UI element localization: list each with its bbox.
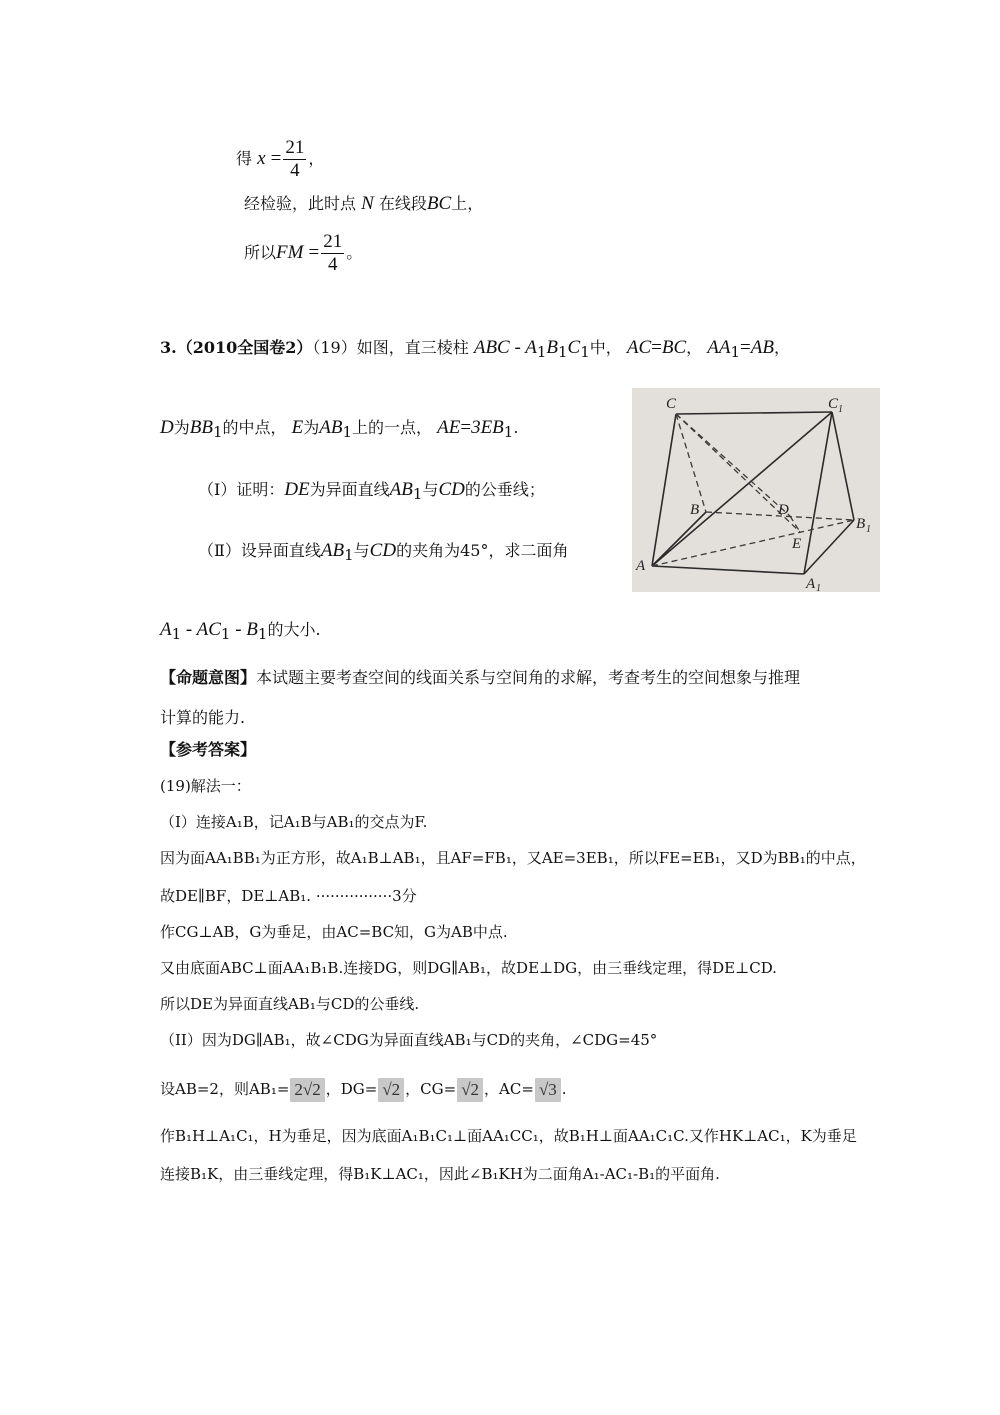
text: 为 [173, 418, 190, 437]
text: 的公垂线； [464, 480, 545, 499]
math: DE [284, 479, 310, 500]
fraction-21-4 [321, 231, 344, 276]
fraction-21-4 [283, 137, 306, 182]
text: 的夹角为45°，求二面角 [396, 541, 569, 560]
numerator: 21 [285, 137, 305, 158]
math: A [160, 619, 172, 640]
problem-line-1 [160, 338, 790, 362]
sqrt-image: 2√2 [290, 1078, 324, 1102]
intent-line-1 [160, 668, 800, 688]
equals: = [270, 148, 282, 169]
math: BB [189, 417, 213, 438]
intent-title: 【命题意图】 [160, 668, 257, 687]
edge-C1B1 [832, 412, 854, 520]
problem-source: （2010全国卷2） [176, 338, 313, 357]
solution-line-4: 故DE∥BF，DE⊥AB₁. ················3分 [160, 887, 417, 905]
text: . [561, 1080, 567, 1098]
math: ABC - A [473, 337, 537, 358]
text: 上， [451, 194, 484, 213]
math: E [291, 417, 304, 438]
var-FM: FM [276, 242, 304, 263]
equals: = [308, 242, 320, 263]
intent-text: 计算的能力. [160, 708, 246, 727]
problem-part-1 [198, 480, 545, 504]
text: 中， [589, 338, 622, 357]
label-A1: A [806, 576, 816, 592]
solution-line-3: 因为面AA₁BB₁为正方形，故A₁B⊥AB₁，且AF=FB₁，又AE=3EB₁，所以FE=EB₁，又D为BB₁的中点， [160, 849, 866, 867]
text: （Ⅰ）证明： [198, 480, 285, 499]
label-D: D [778, 502, 789, 518]
top-line-3 [244, 230, 362, 276]
text: 的中点， [222, 418, 287, 437]
text: ， [686, 338, 703, 357]
subscript: 1 [257, 625, 268, 644]
solution-line-10: 作B₁H⊥A₁C₁，H为垂足，因为底面A₁B₁C₁⊥面AA₁CC₁，故B₁H⊥面AA₁C₁C.又作HK⊥AC₁，K为垂足 [160, 1127, 857, 1145]
top-line-2 [244, 194, 483, 214]
intent-text: 本试题主要考查空间的线面关系与空间角的求解，考查考生的空间想象与推理 [256, 668, 801, 687]
problem-part-2-cont [160, 620, 321, 644]
top-line-1 [236, 136, 324, 182]
edge-AC1 [652, 412, 832, 566]
solution-line-8: （II）因为DG∥AB₁，故∠CDG为异面直线AB₁与CD的夹角，∠CDG=45° [160, 1031, 658, 1049]
math: - AC [181, 619, 221, 640]
text: 与 [422, 480, 439, 499]
math: CD [438, 479, 465, 500]
solution-line-5: 作CG⊥AB，G为垂足，由AC=BC知，G为AB中点. [160, 923, 508, 941]
text: ， [773, 338, 790, 357]
label-C1: C [828, 396, 839, 412]
solution-line-9 [160, 1078, 567, 1102]
math: AC [626, 337, 652, 358]
text: 为异面直线 [309, 480, 390, 499]
text: 经检验，此时点 [244, 194, 357, 213]
text: 的大小. [267, 620, 321, 639]
subscript: 1 [212, 423, 223, 442]
equals: = [740, 337, 751, 358]
edge-CD [676, 414, 790, 516]
text: 上的一点， [352, 418, 433, 437]
edge-DE [790, 516, 800, 532]
math: 3EB [471, 417, 504, 438]
subscript: 1 [412, 485, 423, 504]
label-B1-sub: 1 [866, 524, 871, 535]
answer-title [160, 740, 256, 760]
prism-figure-svg [632, 388, 880, 592]
solution-line-11: 连接B₁K，由三垂线定理，得B₁K⊥AC₁，因此∠B₁KH为二面角A₁-AC₁-B₁的平面角. [160, 1165, 720, 1183]
subscript: 1 [730, 343, 741, 362]
math: AB [750, 337, 774, 358]
problem-part-2 [198, 541, 568, 565]
problem-line-2 [160, 418, 518, 442]
edge-CA [652, 414, 676, 566]
intent-line-2 [160, 708, 245, 728]
label-B: B [690, 502, 700, 518]
sqrt-image: √2 [378, 1078, 404, 1102]
var-BC: BC [426, 193, 452, 214]
math: BC [661, 337, 687, 358]
subscript: 1 [557, 343, 568, 362]
equals: = [460, 417, 472, 438]
text: （19）如图，直三棱柱 [312, 338, 469, 357]
subscript: 1 [342, 423, 353, 442]
math: D [160, 417, 174, 438]
label-A1-sub: 1 [816, 583, 821, 592]
text: ，DG= [325, 1080, 378, 1098]
numerator: 21 [323, 231, 343, 252]
text: 在线段 [378, 194, 427, 213]
sqrt-image: √2 [457, 1078, 483, 1102]
math: AB [319, 417, 343, 438]
label-B1: B [856, 516, 866, 532]
edge-C1A1 [804, 412, 832, 574]
math: B [546, 337, 558, 358]
math: AB [320, 540, 345, 561]
label-C: C [666, 396, 677, 412]
edge-AB [652, 512, 706, 566]
text: ，AC= [484, 1080, 534, 1098]
var-N: N [361, 193, 374, 214]
prism-figure [632, 388, 880, 592]
label-C1-sub: 1 [838, 404, 843, 415]
math: AB [389, 479, 413, 500]
subscript: 1 [220, 625, 231, 644]
problem-number: 3. [160, 338, 177, 357]
solution-line-7: 所以DE为异面直线AB₁与CD的公垂线. [160, 995, 420, 1013]
math: C [567, 337, 581, 358]
math: AE [437, 417, 461, 438]
denominator: 4 [290, 160, 300, 181]
solution-line-1: (19)解法一： [160, 777, 251, 795]
subscript: 1 [580, 343, 590, 362]
text: （Ⅱ）设异面直线 [198, 541, 321, 560]
label-E: E [792, 536, 802, 552]
math: AA [707, 337, 731, 358]
subscript: 1 [503, 423, 514, 442]
var-x: x [257, 148, 266, 169]
edge-AB1 [652, 520, 854, 566]
text: 设AB=2，则AB₁= [160, 1080, 290, 1098]
text: ，CG= [405, 1080, 457, 1098]
subscript: 1 [536, 343, 547, 362]
math: CD [369, 540, 397, 561]
text: 。 [346, 243, 363, 262]
equals: = [651, 337, 662, 358]
answer-title-text: 【参考答案】 [160, 740, 257, 759]
text: 为 [303, 418, 320, 437]
solution-line-2: （I）连接A₁B，记A₁B与AB₁的交点为F. [160, 813, 428, 831]
solution-line-6: 又由底面ABC⊥面AA₁B₁B.连接DG，则DG∥AB₁，故DE⊥DG，由三垂线定理，得DE⊥CD. [160, 959, 777, 977]
text: 所以 [244, 243, 277, 262]
text: 得 [236, 149, 253, 168]
label-A: A [636, 558, 646, 574]
sqrt-image: √3 [535, 1078, 561, 1102]
text: . [513, 418, 519, 437]
subscript: 1 [344, 546, 354, 565]
edge-CC1 [676, 412, 832, 414]
subscript: 1 [171, 625, 182, 644]
edge-AA1 [652, 566, 804, 574]
denominator: 4 [328, 254, 338, 275]
text: 与 [353, 541, 370, 560]
text: ， [308, 149, 325, 168]
math: - B [230, 619, 258, 640]
